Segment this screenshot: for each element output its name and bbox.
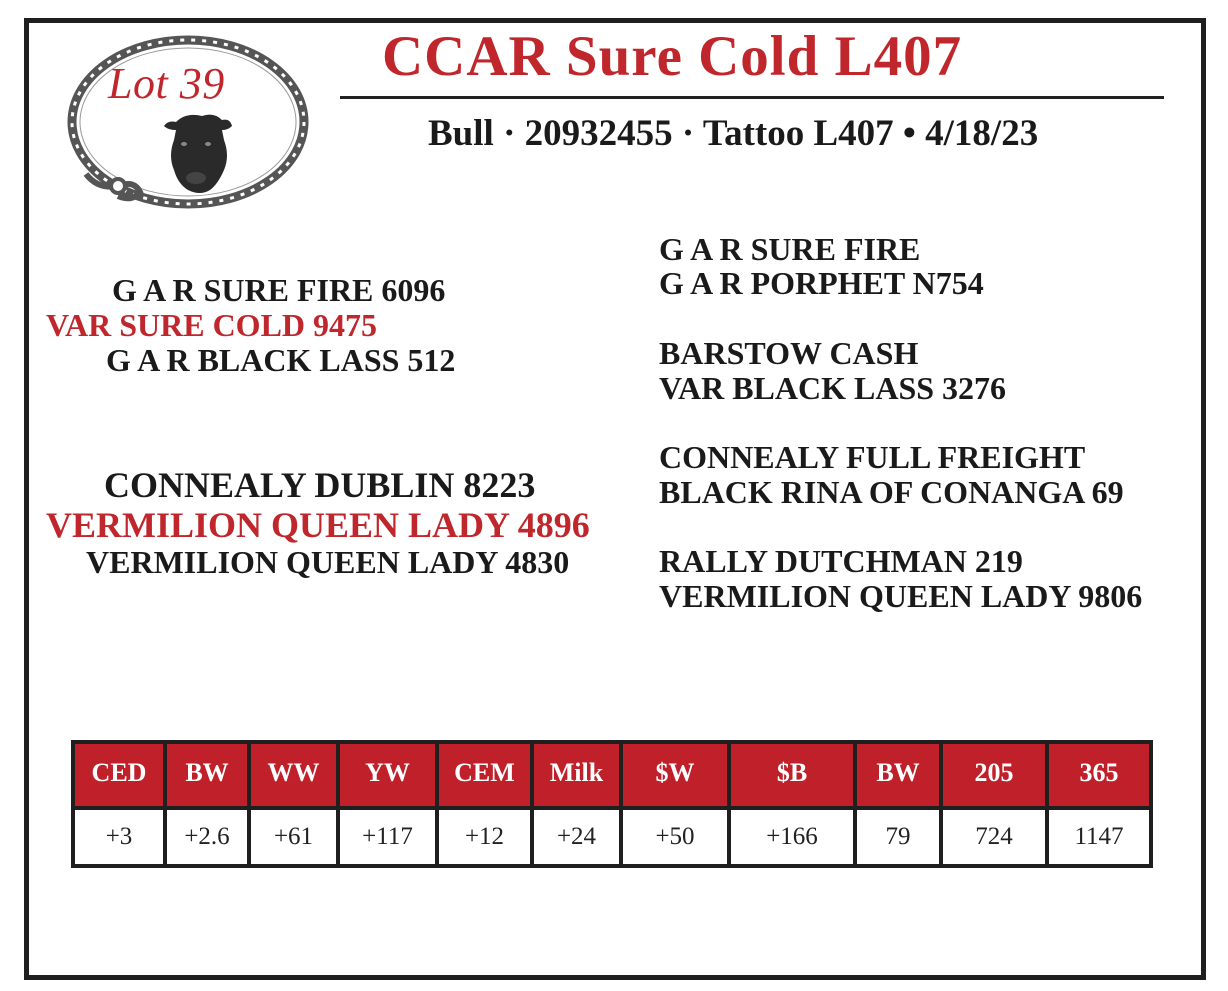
epd-value-cell: 724	[941, 808, 1047, 866]
epd-value-row	[73, 808, 1151, 866]
epd-value-cell: +50	[621, 808, 729, 866]
pedigree-right-line: BARSTOW CASH	[659, 335, 919, 371]
epd-value-cell: +61	[249, 808, 338, 866]
animal-name: CCAR Sure Cold L407	[382, 25, 963, 88]
epd-header-cell: YW	[338, 742, 437, 808]
pedigree-dam-dam: VERMILION QUEEN LADY 4830	[86, 544, 570, 580]
epd-header-cell: $B	[729, 742, 855, 808]
pedigree-sire-dam: G A R BLACK LASS 512	[106, 342, 456, 378]
epd-header-cell: BW	[165, 742, 249, 808]
pedigree-right-line: VERMILION QUEEN LADY 9806	[659, 578, 1143, 614]
pedigree-right-line: CONNEALY FULL FREIGHT	[659, 439, 1086, 475]
epd-header-cell: CED	[73, 742, 165, 808]
title-divider	[340, 96, 1164, 99]
pedigree-dam-sire: CONNEALY DUBLIN 8223	[104, 465, 536, 505]
pedigree-right-line: G A R SURE FIRE	[659, 231, 921, 267]
pedigree-right-line: G A R PORPHET N754	[659, 265, 984, 301]
epd-value-cell: +2.6	[165, 808, 249, 866]
lot-number: Lot 39	[108, 59, 225, 108]
epd-header-cell: Milk	[532, 742, 621, 808]
bull-head-icon	[156, 112, 236, 194]
epd-value-cell: +12	[437, 808, 532, 866]
pedigree-right-line: RALLY DUTCHMAN 219	[659, 543, 1023, 579]
pedigree-dam: VERMILION QUEEN LADY 4896	[46, 505, 590, 545]
pedigree-sire: VAR SURE COLD 9475	[46, 307, 378, 343]
epd-header-cell: $W	[621, 742, 729, 808]
pedigree-right-line: VAR BLACK LASS 3276	[659, 370, 1007, 406]
epd-header-cell: 365	[1047, 742, 1151, 808]
epd-value-cell: +166	[729, 808, 855, 866]
epd-header-cell: WW	[249, 742, 338, 808]
epd-value-cell: +24	[532, 808, 621, 866]
epd-header-cell: BW	[855, 742, 941, 808]
epd-value-cell: 79	[855, 808, 941, 866]
epd-header-row	[73, 742, 1151, 808]
epd-header-cell: CEM	[437, 742, 532, 808]
epd-value-cell: +3	[73, 808, 165, 866]
animal-details: Bull · 20932455 · Tattoo L407 • 4/18/23	[428, 113, 1039, 154]
epd-value-cell: +117	[338, 808, 437, 866]
epd-header-cell: 205	[941, 742, 1047, 808]
pedigree-right-line: BLACK RINA OF CONANGA 69	[659, 474, 1124, 510]
epd-table	[71, 740, 1153, 868]
pedigree-sire-sire: G A R SURE FIRE 6096	[112, 272, 446, 308]
epd-value-cell: 1147	[1047, 808, 1151, 866]
